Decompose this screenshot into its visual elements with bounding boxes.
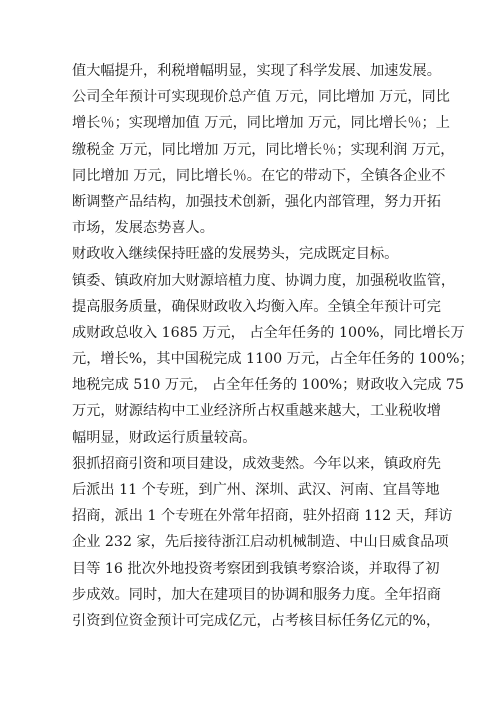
text-line: 缴税金 万元，同比增加 万元，同比增长％；实现利润 万元， [72, 141, 455, 158]
text-line: 目等 16 批次外地投资考察团到我镇考察洽谈，并取得了初 [72, 560, 440, 577]
text-line: 元，增长%，其中国税完成 1100 万元，占全年任务的 100%； [72, 351, 474, 368]
text-line: 增长％；实现增加值 万元，同比增加 万元，同比增长％；上 [72, 115, 450, 132]
text-line: 提高服务质量，确保财政收入均衡入库。全镇全年预计可完 [72, 298, 441, 315]
text-line: 断调整产品结构，加强技术创新，强化内部管理，努力开拓 [72, 193, 441, 210]
text-line: 万元，财源结构中工业经济所占权重越来越大，工业税收增 [72, 403, 441, 420]
text-line: 值大幅提升，利税增幅明显，实现了科学发展、加速发展。 [72, 63, 441, 79]
text-line: 企业 232 家，先后接待浙江启动机械制造、中山日威食品项 [72, 534, 449, 551]
text-line: 引资到位资金预计可完成亿元，占考核目标任务亿元的%， [72, 612, 441, 629]
text-line: 镇委、镇政府加大财源培植力度、协调力度，加强税收监管， [72, 272, 456, 289]
text-line: 狠抓招商引资和项目建设，成效斐然。今年以来，镇政府先 [72, 455, 441, 472]
text-line: 财政收入继续保持旺盛的发展势头，完成既定目标。 [72, 246, 399, 263]
text-line: 步成效。同时，加大在建项目的协调和服务力度。全年招商 [72, 586, 441, 603]
document-page [72, 58, 474, 634]
text-line: 幅明显，财政运行质量较高。 [72, 429, 257, 446]
text-line: 后派出 11 个专班，到广州、深圳、武汉、河南、宜昌等地 [72, 482, 440, 498]
text-line: 市场，发展态势喜人。 [72, 220, 214, 237]
text-line: 公司全年预计可实现现价总产值 万元，同比增加 万元，同比 [72, 89, 450, 106]
text-line: 同比增加 万元，同比增长％。在它的带动下，全镇各企业不 [72, 167, 446, 184]
text-line: 招商，派出 1 个专班在外常年招商，驻外招商 112 天，拜访 [72, 508, 453, 525]
text-line: 地税完成 510 万元， 占全年任务的 100%；财政收入完成 75 [72, 377, 464, 394]
text-line: 成财政总收入 1685 万元， 占全年任务的 100%，同比增长万 [72, 324, 465, 341]
